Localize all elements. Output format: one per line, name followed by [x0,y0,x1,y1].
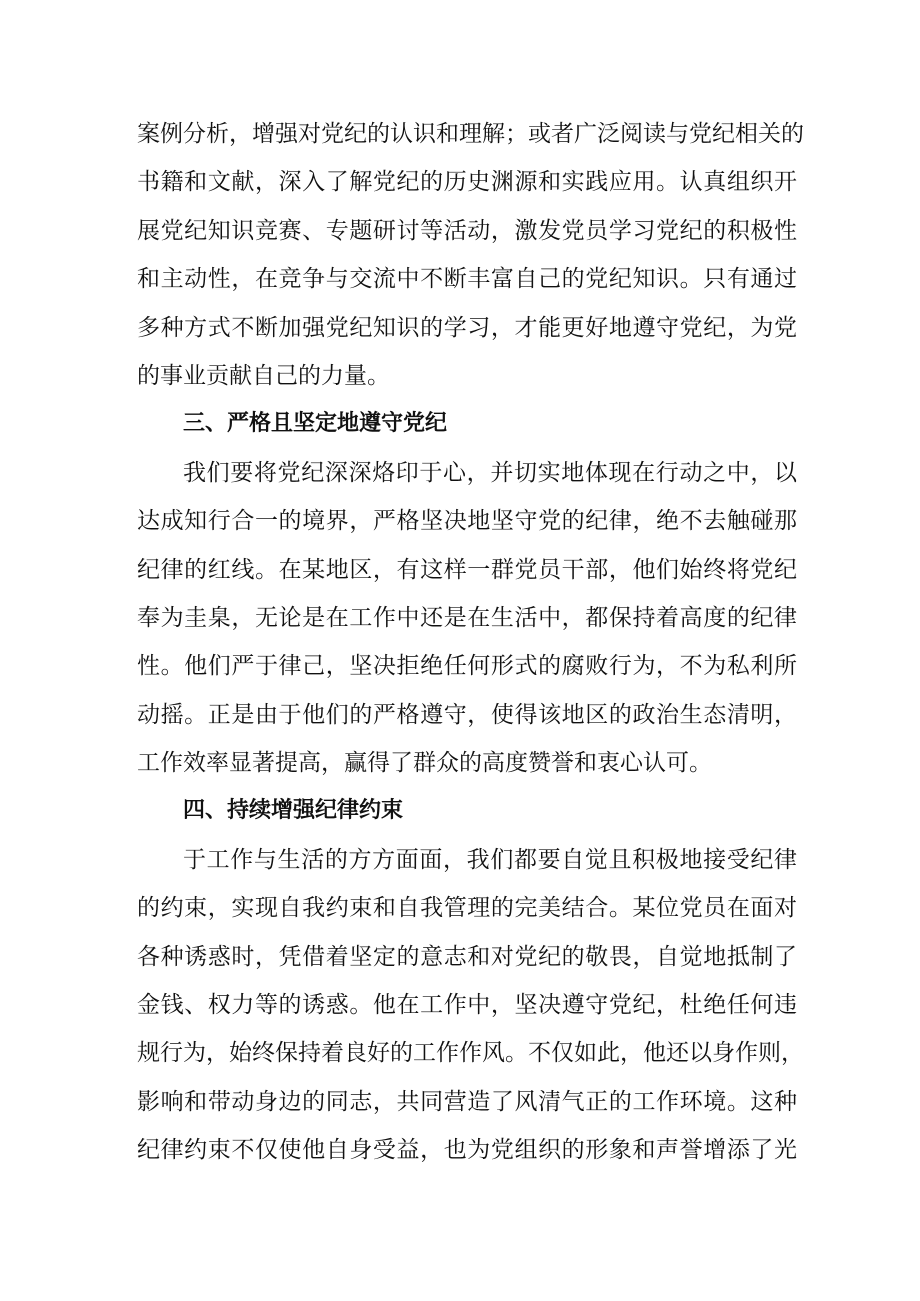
paragraph-line-12: 动摇。正是由于他们的严格遵守，使得该地区的政治生态清明， [137,701,797,728]
paragraph-line-18: 规行为，始终保持着良好的工作作风。不仅如此，他还以身作则， [137,1040,804,1067]
section-heading-4: 四、持续增强纪律约束 [183,798,404,824]
paragraph-line-10: 奉为圭臬，无论是在工作中还是在生活中，都保持着高度的纪律 [137,604,797,631]
paragraph-line-20: 纪律约束不仅使他自身受益，也为党组织的形象和声誉增添了光 [137,1137,797,1164]
paragraph-line-9: 纪律的红线。在某地区，有这样一群党员干部，他们始终将党纪 [137,556,797,583]
paragraph-line-13: 工作效率显著提高，赢得了群众的高度赞誉和衷心认可。 [137,750,712,777]
paragraph-line-19: 影响和带动身边的同志，共同营造了风清气正的工作环境。这种 [137,1088,797,1115]
paragraph-line-2: 书籍和文献，深入了解党纪的历史渊源和实践应用。认真组织开 [137,169,797,196]
paragraph-line-5: 多种方式不断加强党纪知识的学习，才能更好地遵守党纪，为党 [137,314,797,341]
document-body [137,110,804,1175]
paragraph-line-15: 的约束，实现自我约束和自我管理的完美结合。某位党员在面对 [137,895,797,922]
paragraph-line-4: 和主动性，在竞争与交流中不断丰富自己的党纪知识。只有通过 [137,266,797,293]
paragraph-line-8: 达成知行合一的境界，严格坚决地坚守党的纪律，绝不去触碰那 [137,508,797,535]
paragraph-line-11: 性。他们严于律己，坚决拒绝任何形式的腐败行为，不为私利所 [137,653,797,680]
paragraph-line-14: 于工作与生活的方方面面，我们都要自觉且积极地接受纪律 [183,846,797,873]
paragraph-line-17: 金钱、权力等的诱惑。他在工作中，坚决遵守党纪，杜绝任何违 [137,992,797,1019]
paragraph-line-3: 展党纪知识竞赛、专题研讨等活动，激发党员学习党纪的积极性 [137,217,797,244]
paragraph-line-6: 的事业贡献自己的力量。 [137,362,390,389]
section-heading-3: 三、严格且坚定地遵守党纪 [183,411,448,437]
paragraph-line-16: 各种诱惑时，凭借着坚定的意志和对党纪的敬畏，自觉地抵制了 [137,943,797,970]
paragraph-line-1: 案例分析，增强对党纪的认识和理解；或者广泛阅读与党纪相关的 [137,121,804,147]
paragraph-line-7: 我们要将党纪深深烙印于心，并切实地体现在行动之中，以 [183,459,797,486]
